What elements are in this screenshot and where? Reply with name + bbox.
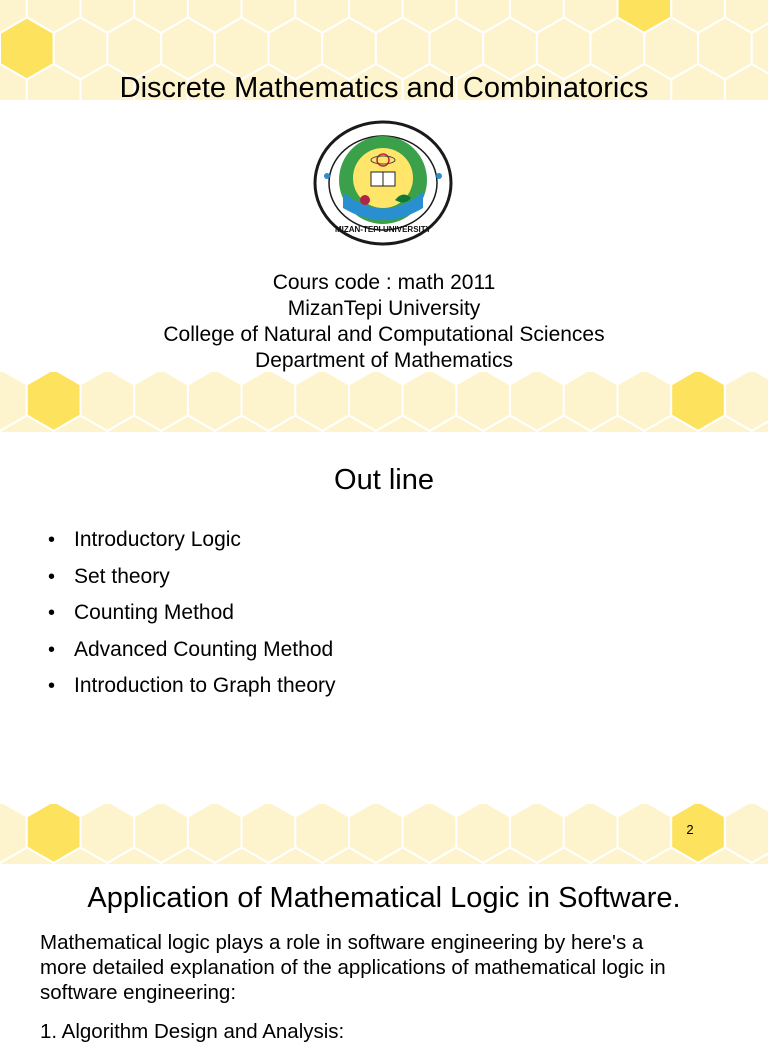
list-item: • Introduction to Graph theory: [44, 668, 336, 705]
paragraph-line: Mathematical logic plays a role in software engineering by here's a: [40, 931, 644, 954]
svg-text:MIZAN-TEPI UNIVERSITY: MIZAN-TEPI UNIVERSITY: [334, 225, 432, 234]
paragraph-line: more detailed explanation of the applications of mathematical logic in: [40, 956, 666, 979]
list-item: • Counting Method: [44, 595, 336, 632]
numbered-item: 1. Algorithm Design and Analysis:: [40, 1020, 345, 1043]
list-item: • Advanced Counting Method: [44, 632, 336, 669]
slide-3-paragraph: [40, 930, 740, 1044]
university-logo: [313, 120, 453, 246]
college-name: College of Natural and Computational Sciences: [163, 323, 605, 346]
list-item: • Introductory Logic: [44, 522, 336, 559]
course-code: Cours code : math 2011: [272, 271, 496, 294]
paragraph-line: software engineering:: [40, 981, 237, 1004]
list-item: • Set theory: [44, 559, 336, 596]
course-info: [0, 270, 768, 374]
department-name: Department of Mathematics: [255, 349, 513, 372]
page-number: 2: [686, 822, 694, 837]
slide-1-title: Discrete Mathematics and Combinatorics: [119, 72, 649, 104]
slide-2-title: Out line: [334, 464, 434, 496]
slide-3-title: Application of Mathematical Logic in Software.: [87, 882, 681, 914]
outline-list: [44, 522, 336, 705]
slide-1: [0, 0, 768, 432]
honeycomb-band-bottom: [0, 804, 768, 864]
university-name: MizanTepi University: [287, 297, 481, 320]
honeycomb-band-bottom: [0, 372, 768, 432]
university-seal-icon: [313, 120, 453, 246]
